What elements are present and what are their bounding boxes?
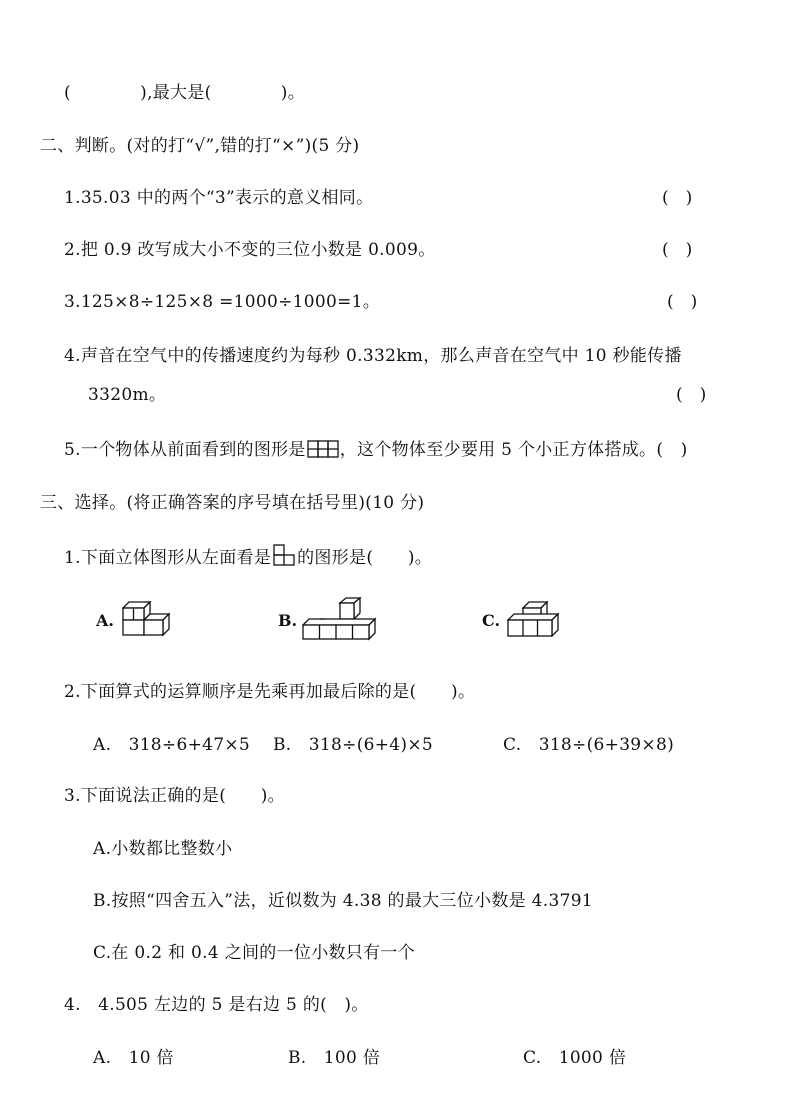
- section-3-heading: 三、选择。(将正确答案的序号填在括号里)(10 分): [40, 493, 425, 513]
- cube-figure-a: [122, 601, 172, 637]
- choice-q2-option-c[interactable]: C. 318÷(6+39×8): [503, 735, 675, 755]
- judge-answer-1[interactable]: ( ): [662, 188, 693, 208]
- judge-item-4: 4.声音在空气中的传播速度约为每秒 0.332km，那么声音在空气中 10 秒能传播: [64, 346, 682, 366]
- choice-q4: 4. 4.505 左边的 5 是右边 5 的( )。: [64, 995, 369, 1015]
- judge-item-2: 2.把 0.9 改写成大小不变的三位小数是 0.009。: [64, 240, 436, 260]
- cube-figure-b: [302, 597, 380, 641]
- judge-answer-4[interactable]: ( ): [676, 385, 707, 405]
- choice-q3-option-a[interactable]: A.小数都比整数小: [93, 839, 233, 859]
- choice-q3: 3.下面说法正确的是( )。: [64, 786, 285, 806]
- judge-answer-5[interactable]: ( ): [656, 440, 688, 460]
- section-2-heading: 二、判断。(对的打“√”,错的打“×”)(5 分): [40, 136, 360, 156]
- left-view-icon: [272, 544, 296, 566]
- choice-q1-after: 的图形是( )。: [297, 548, 433, 568]
- judge-item-3: 3.125×8÷125×8 =1000÷1000=1。: [64, 292, 381, 312]
- judge-item-1: 1.35.03 中的两个“3”表示的意义相同。: [64, 188, 374, 208]
- choice-q4-option-b[interactable]: B. 100 倍: [288, 1048, 381, 1068]
- judge-item-4-cont: 3320m。: [88, 385, 167, 405]
- choice-q2: 2.下面算式的运算顺序是先乘再加最后除的是( )。: [64, 682, 476, 702]
- choice-q1: [64, 543, 432, 568]
- judge-item-5: [64, 435, 688, 460]
- judge-item-5-before: 5.一个物体从前面看到的图形是: [64, 440, 306, 460]
- choice-q1-option-b[interactable]: B.: [278, 611, 298, 630]
- choice-q3-option-c[interactable]: C.在 0.2 和 0.4 之间的一位小数只有一个: [93, 943, 415, 963]
- judge-item-5-after: ，这个物体至少要用 5 个小正方体搭成。: [339, 440, 657, 460]
- choice-q2-option-b[interactable]: B. 318÷(6+4)×5: [273, 735, 433, 755]
- choice-q1-option-c[interactable]: C.: [482, 611, 501, 630]
- choice-q1-option-a[interactable]: A.: [96, 611, 114, 630]
- choice-q4-option-a[interactable]: A. 10 倍: [93, 1048, 174, 1068]
- choice-q2-option-a[interactable]: A. 318÷6+47×5: [93, 735, 251, 755]
- three-squares-icon: [307, 440, 339, 458]
- choice-q4-option-c[interactable]: C. 1000 倍: [523, 1048, 627, 1068]
- top-line: ( ),最大是( )。: [64, 83, 306, 103]
- choice-q1-before: 1.下面立体图形从左面看是: [64, 548, 272, 568]
- choice-q3-option-b[interactable]: B.按照“四舍五入”法，近似数为 4.38 的最大三位小数是 4.3791: [93, 891, 593, 911]
- judge-answer-3[interactable]: ( ): [667, 292, 698, 312]
- cube-figure-c: [507, 601, 561, 637]
- judge-answer-2[interactable]: ( ): [662, 240, 693, 260]
